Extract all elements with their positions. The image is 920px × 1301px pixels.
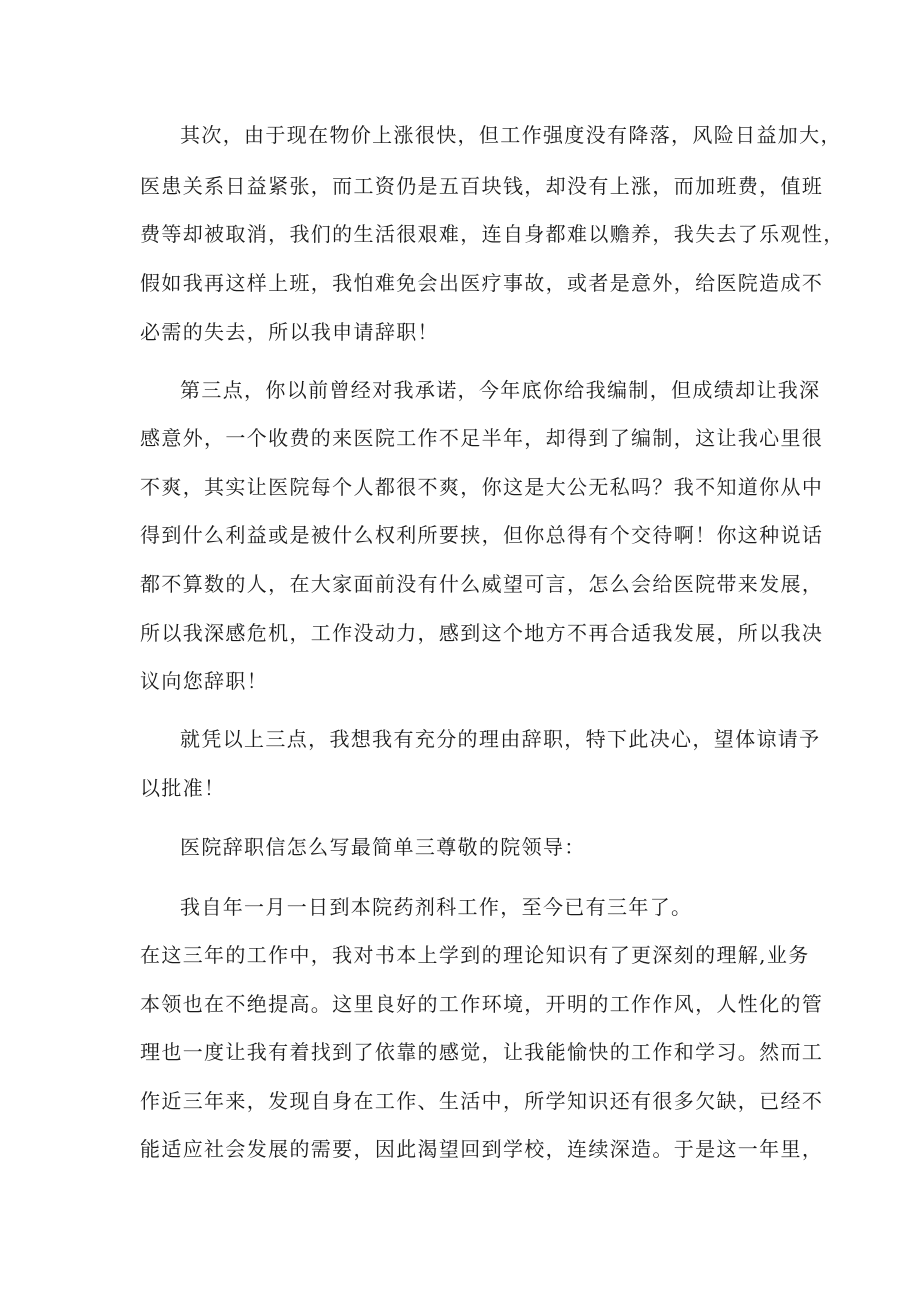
paragraph-line: 都不算数的人，在大家面前没有什么威望可言，怎么会给医院带来发展， xyxy=(140,572,824,596)
paragraph-line: 本领也在不绝提高。这里良好的工作环境，开明的工作作风，人性化的管 xyxy=(140,992,824,1016)
paragraph-line: 不爽，其实让医院每个人都很不爽，你这是大公无私吗？我不知道你从中 xyxy=(140,475,824,499)
paragraph-line: 医患关系日益紧张，而工资仍是五百块钱，却没有上涨，而加班费，值班 xyxy=(140,174,824,198)
paragraph-line: 费等却被取消，我们的生活很艰难，连自身都难以赡养，我失去了乐观性， xyxy=(140,222,845,246)
paragraph-line: 我自年一月一日到本院药剂科工作，至今已有三年了。 xyxy=(180,895,693,919)
paragraph-line: 作近三年来，发现自身在工作、生活中，所学知识还有很多欠缺，已经不 xyxy=(140,1089,824,1113)
paragraph-line: 议向您辞职！ xyxy=(140,669,269,693)
paragraph-line: 感意外，一个收费的来医院工作不足半年，却得到了编制，这让我心里很 xyxy=(140,426,824,450)
paragraph-line: 其次，由于现在物价上涨很快，但工作强度没有降落，风险日益加大， xyxy=(180,123,842,147)
paragraph-line: 第三点，你以前曾经对我承诺，今年底你给我编制，但成绩却让我深 xyxy=(180,378,821,402)
paragraph-line: 假如我再这样上班，我怕难免会出医疗事故，或者是意外，给医院造成不 xyxy=(140,271,824,295)
paragraph-line: 必需的失去，所以我申请辞职！ xyxy=(140,320,439,344)
paragraph-line: 理也一度让我有着找到了依靠的感觉，让我能愉快的工作和学习。然而工 xyxy=(140,1040,824,1064)
section-heading: 医院辞职信怎么写最简单三尊敬的院领导： xyxy=(180,835,586,859)
paragraph-line: 就凭以上三点，我想我有充分的理由辞职，特下此决心，望体谅请予 xyxy=(180,727,821,751)
paragraph-line: 以批准！ xyxy=(140,776,226,800)
paragraph-line: 得到什么利益或是被什么权利所要挟，但你总得有个交待啊！你这种说话 xyxy=(140,523,824,547)
paragraph-line: 在这三年的工作中，我对书本上学到的理论知识有了更深刻的理解,业务 xyxy=(140,943,810,967)
paragraph-line: 能适应社会发展的需要，因此渴望回到学校，连续深造。于是这一年里， xyxy=(140,1137,824,1161)
paragraph-line: 所以我深感危机，工作没动力，感到这个地方不再合适我发展，所以我决 xyxy=(140,621,824,645)
